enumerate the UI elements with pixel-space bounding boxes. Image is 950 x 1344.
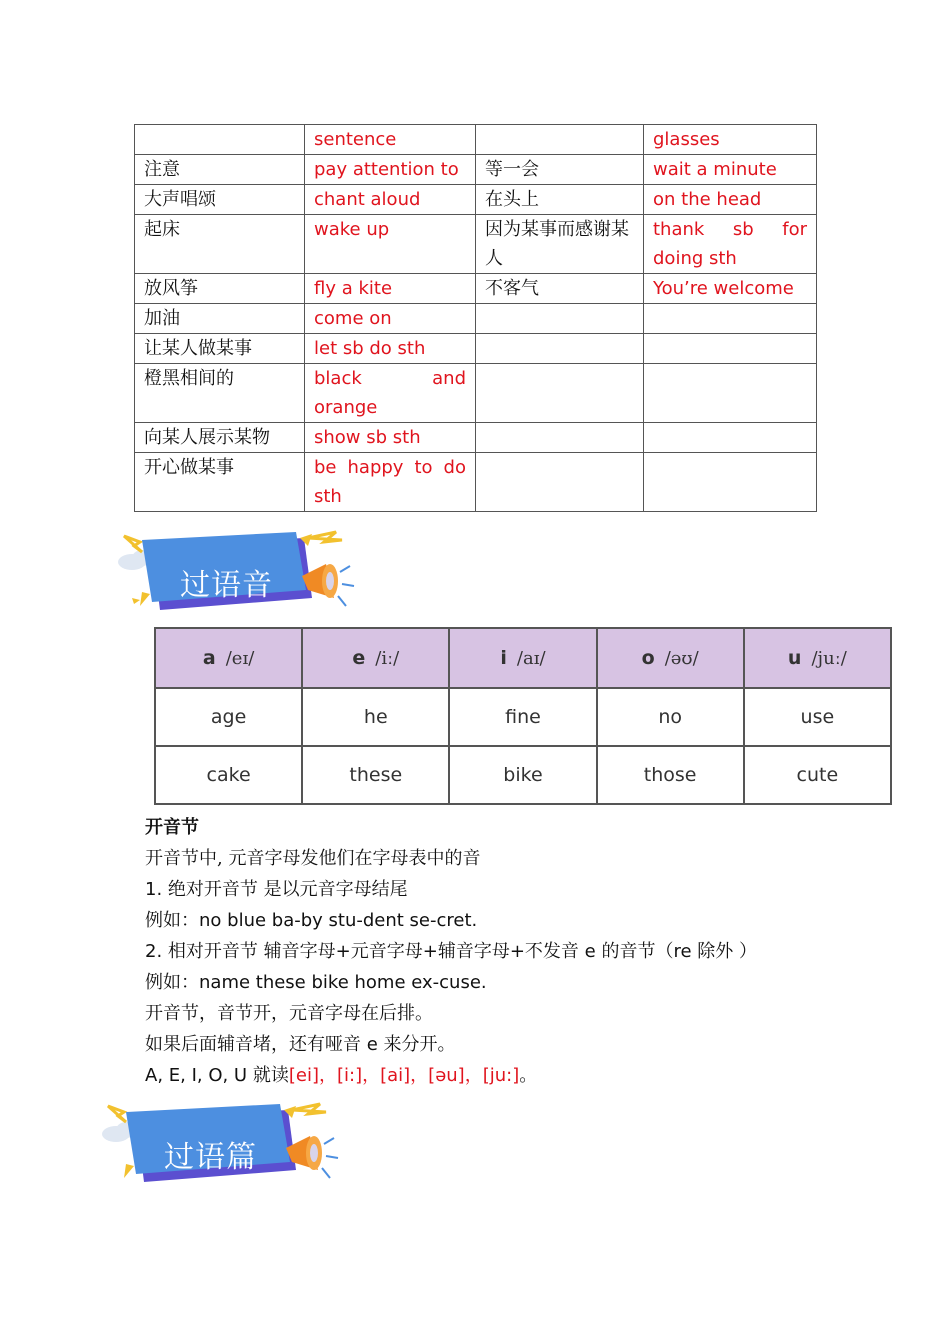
example-word: cute [744,746,891,804]
vocab-chinese-cell: 加油 [135,304,305,334]
banner-title: 过语篇 [164,1140,257,1175]
phonics-row [155,688,891,746]
vocab-english-cell: thank sb for doing sth [644,215,817,274]
phonics-header-cell [449,628,596,688]
phonics-header-row [155,628,891,688]
vocab-chinese-cell [135,125,305,155]
vocab-row [135,304,817,334]
vowel-letter: o [641,647,655,669]
vocab-chinese-cell: 等一会 [476,155,644,185]
phonics-row [155,746,891,804]
vocab-chinese-cell: 大声唱颂 [135,185,305,215]
example-word: age [155,688,302,746]
vocab-row [135,423,817,453]
vocab-chinese-cell [476,423,644,453]
example-word: he [302,688,449,746]
vocab-english-cell [644,364,817,423]
phonics-header-cell [155,628,302,688]
vocab-chinese-cell: 注意 [135,155,305,185]
phonics-header-cell [744,628,891,688]
vocab-row [135,215,817,274]
vowel-letter: i [500,647,507,669]
notes-title: 开音节 [145,817,199,838]
vocab-row [135,155,817,185]
notes-line: 例如：no blue ba-by stu-dent se-cret. [145,910,478,931]
vocab-chinese-cell [476,125,644,155]
vocab-english-cell [644,304,817,334]
vowel-ipa: /juː/ [811,648,847,669]
example-word: bike [449,746,596,804]
example-word: use [744,688,891,746]
vowel-ipa: /aɪ/ [516,648,546,669]
notes-line: 2. 相对开音节 辅音字母+元音字母+辅音字母+不发音 e 的音节（re 除外 ） [145,941,758,962]
vocab-row [135,125,817,155]
vocab-english-cell [644,423,817,453]
notes-line: 如果后面辅音堵，还有哑音 e 来分开。 [145,1034,456,1055]
vocab-english-cell: sentence [305,125,476,155]
vocab-english-cell: wait a minute [644,155,817,185]
vowel-letter: u [787,647,802,669]
vocab-chinese-cell [476,304,644,334]
vocab-chinese-cell: 开心做某事 [135,453,305,512]
banner-pronunciation [112,528,352,618]
vocab-row [135,453,817,512]
vocab-chinese-cell: 向某人展示某物 [135,423,305,453]
phonics-table [154,627,892,805]
banner-title: 过语音 [180,568,273,603]
notes-line: 开音节中, 元音字母发他们在字母表中的音 [145,848,481,869]
vocab-chinese-cell: 起床 [135,215,305,274]
vocab-english-cell: let sb do sth [305,334,476,364]
notes-line: 开音节，音节开，元音字母在后排。 [145,1003,433,1024]
vocab-english-cell: pay attention to [305,155,476,185]
vocab-chinese-cell: 让某人做某事 [135,334,305,364]
vocab-english-cell: chant aloud [305,185,476,215]
vowel-ipa: /əʊ/ [664,648,699,669]
example-word: these [302,746,449,804]
notes-line: A, E, I, O, U 就读[ei]，[i:]，[ai]，[əu]，[ju:]。 [145,1065,538,1086]
vocab-row [135,185,817,215]
vocab-english-cell [644,334,817,364]
vocab-chinese-cell: 因为某事而感谢某人 [476,215,644,274]
phonics-header-cell [302,628,449,688]
example-word: those [597,746,744,804]
example-word: fine [449,688,596,746]
phonics-header-cell [597,628,744,688]
notes-line: 1. 绝对开音节 是以元音字母结尾 [145,879,408,900]
vocab-chinese-cell: 在头上 [476,185,644,215]
vocab-chinese-cell [476,453,644,512]
example-word: no [597,688,744,746]
notes-line: 例如：name these bike home ex-cuse. [145,972,487,993]
vocab-english-cell: on the head [644,185,817,215]
vocab-row [135,364,817,423]
vocab-english-cell: wake up [305,215,476,274]
vocab-english-cell: come on [305,304,476,334]
vowel-letter: a [202,647,216,669]
vocab-chinese-cell: 不客气 [476,274,644,304]
vocab-english-cell: show sb sth [305,423,476,453]
vocab-table [134,124,817,512]
vocab-chinese-cell [476,364,644,423]
vocab-row [135,274,817,304]
vowel-letter: e [352,647,366,669]
vocab-chinese-cell [476,334,644,364]
vocab-english-cell: be happy to do sth [305,453,476,512]
vocab-chinese-cell: 橙黑相间的 [135,364,305,423]
example-word: cake [155,746,302,804]
banner-passage [96,1098,336,1188]
vowel-ipa: /iː/ [375,648,400,669]
vocab-english-cell [644,453,817,512]
vocab-english-cell: You’re welcome [644,274,817,304]
vocab-row [135,334,817,364]
vocab-chinese-cell: 放风筝 [135,274,305,304]
vocab-english-cell: black and orange [305,364,476,423]
vocab-english-cell: fly a kite [305,274,476,304]
vowel-ipa: /eɪ/ [225,648,255,669]
vocab-english-cell: glasses [644,125,817,155]
open-syllable-notes [145,812,845,1091]
